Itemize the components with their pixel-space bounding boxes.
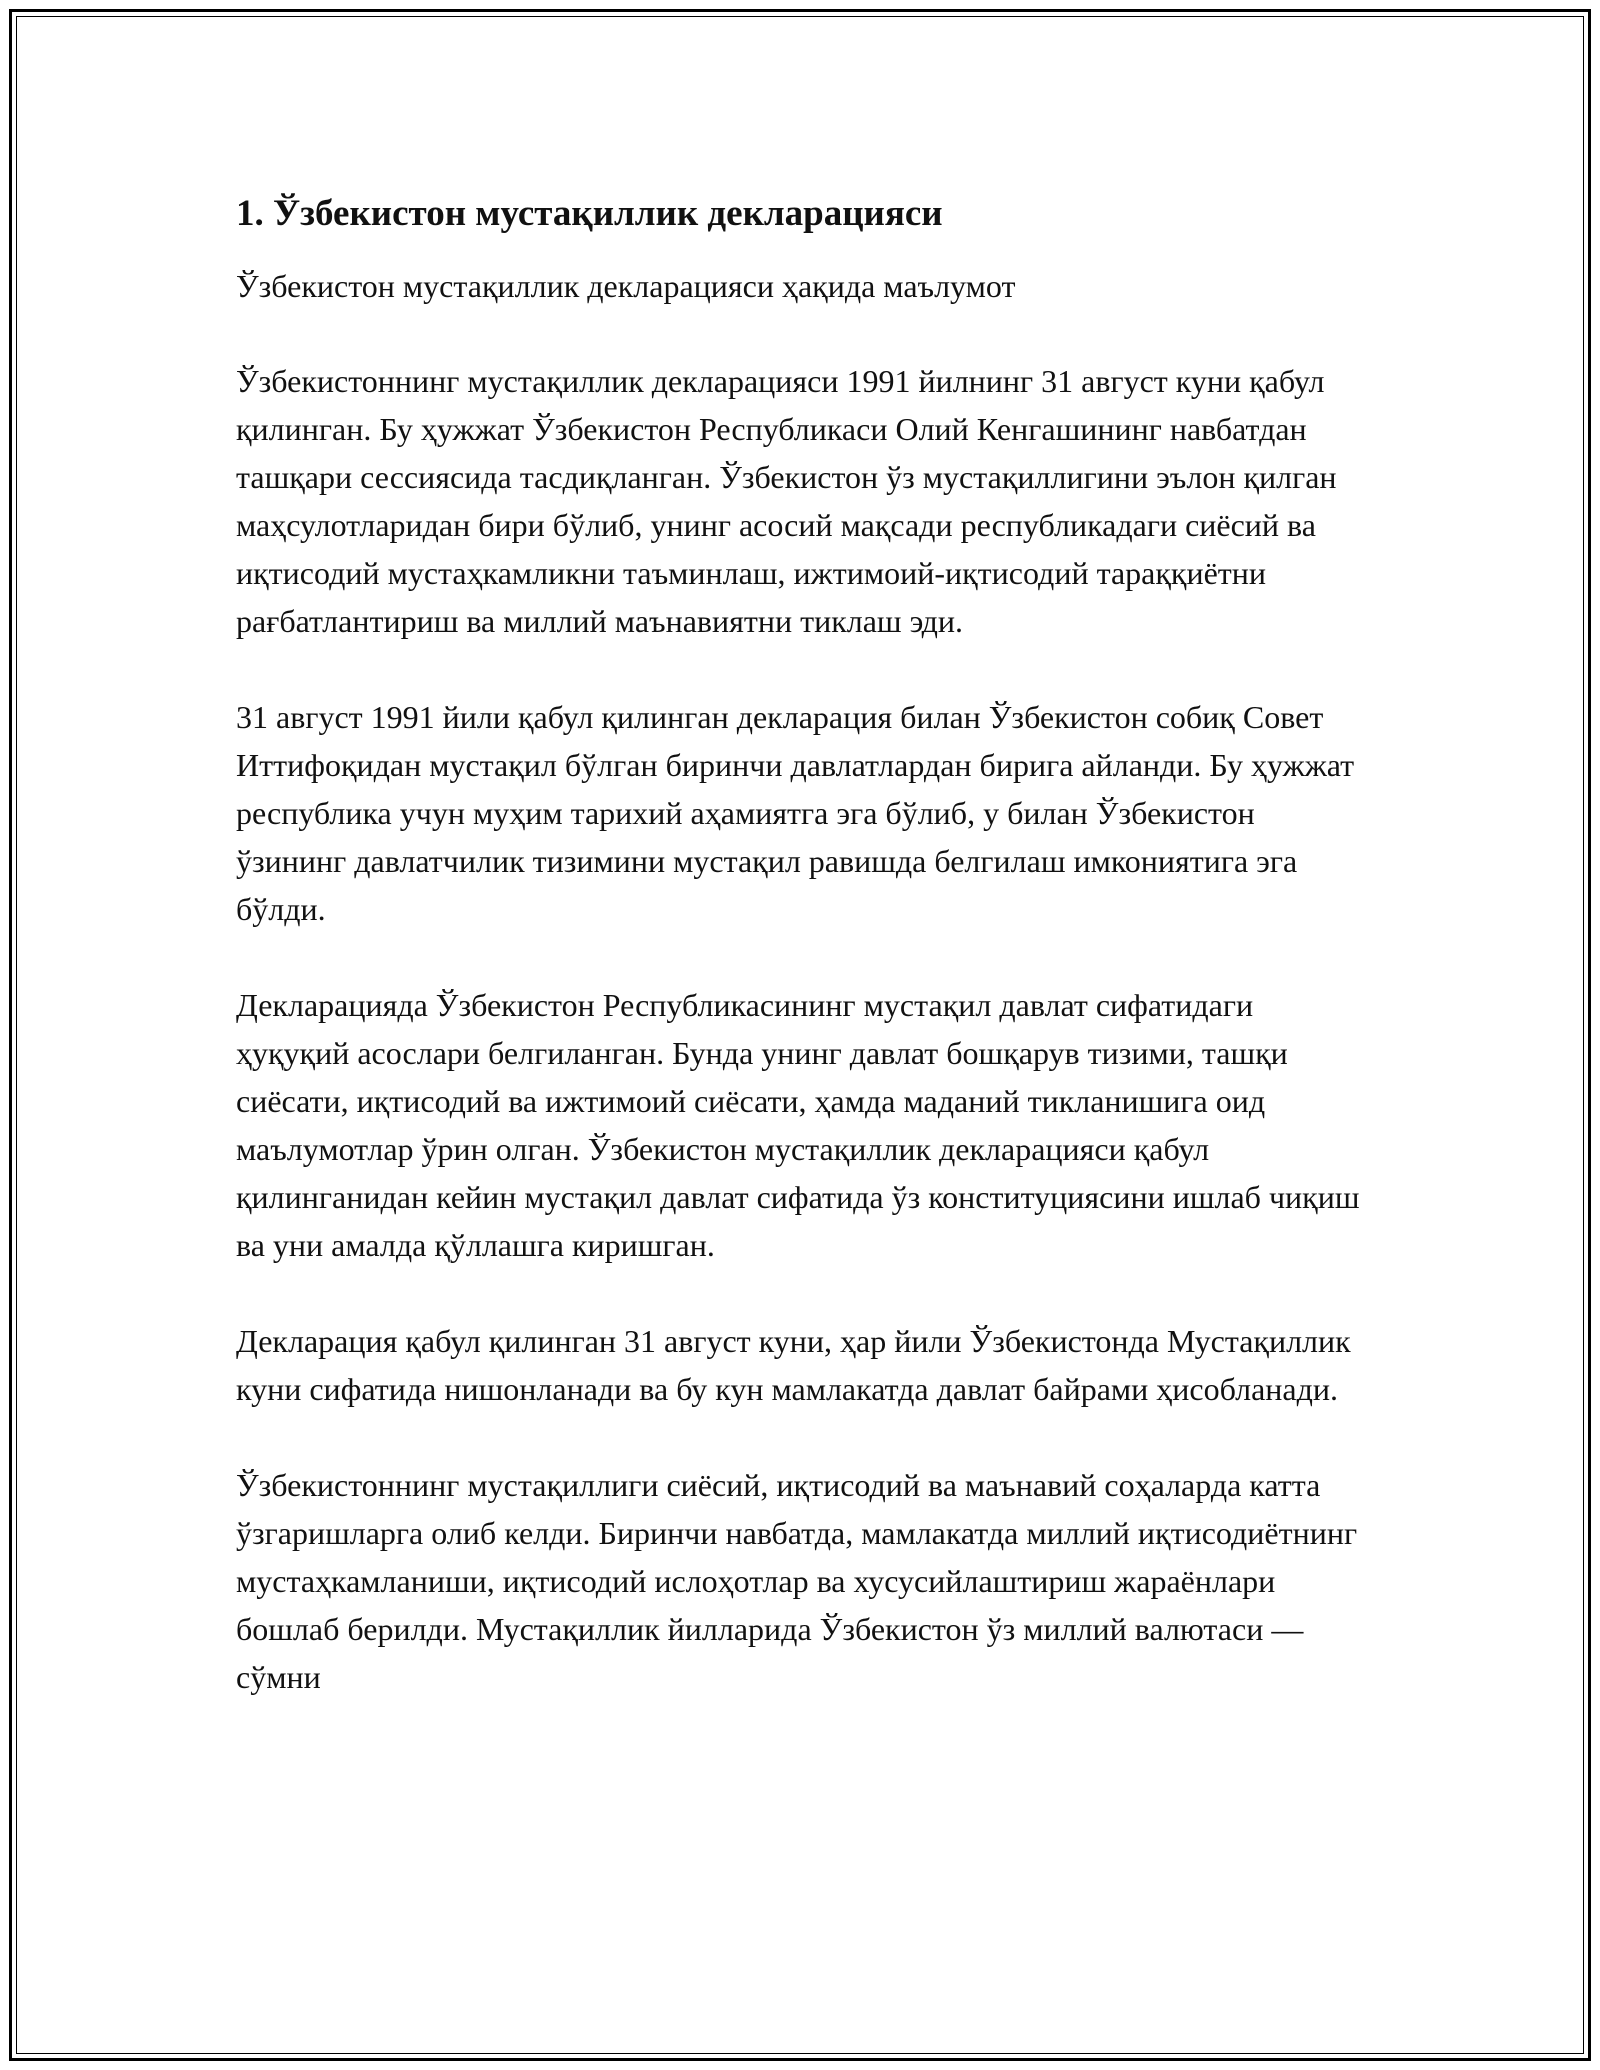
- paragraph-1: Ўзбекистоннинг мустақиллик декларацияси 1991 йилнинг 31 август куни қабул қилинган. Бу ҳужжат Ўзбекистон Республикаси Олий Кенгашининг навбатдан ташқари сессиясида тасдиқланган. Ўзбекистон ўз мустақиллигини эълон қилган маҳсулотларидан бири бўлиб, унинг асосий мақсади республикадаги сиёсий ва иқтисодий мустаҳкамликни таъминлаш, ижтимоий-иқтисодий тараққиётни рағбатлантириш ва миллий маънавиятни тиклаш эди.: [236, 363, 1337, 639]
- document-title: 1. Ўзбекистон мустақиллик декларацияси: [236, 193, 943, 234]
- document-body: [236, 188, 1366, 1701]
- document-subtitle: Ўзбекистон мустақиллик декларацияси ҳақида маълумот: [236, 268, 1016, 304]
- paragraph-3: Декларацияда Ўзбекистон Республикасининг мустақил давлат сифатидаги ҳуқуқий асослари белгиланган. Бунда унинг давлат бошқарув тизими, ташқи сиёсати, иқтисодий ва ижтимоий сиёсати, ҳамда маданий тикланишига оид маълумотлар ўрин олган. Ўзбекистон мустақиллик декларацияси қабул қилинганидан кейин мустақил давлат сифатида ўз конституциясини ишлаб чиқиш ва уни амалда қўллашга киришган.: [236, 987, 1360, 1263]
- paragraph-2: 31 август 1991 йили қабул қилинган декларация билан Ўзбекистон собиқ Совет Иттифоқидан мустақил бўлган биринчи давлатлардан бирига айланди. Бу ҳужжат республика учун муҳим тарихий аҳамиятга эга бўлиб, у билан Ўзбекистон ўзининг давлатчилик тизимини мустақил равишда белгилаш имкониятига эга бўлди.: [236, 699, 1355, 927]
- paragraph-5: Ўзбекистоннинг мустақиллиги сиёсий, иқтисодий ва маънавий соҳаларда катта ўзгаришларга олиб келди. Биринчи навбатда, мамлакатда миллий иқтисодиётнинг мустаҳкамланиши, иқтисодий ислоҳотлар ва хусусийлаштириш жараёнлари бошлаб берилди. Мустақиллик йилларида Ўзбекистон ўз миллий валютаси — сўмни: [236, 1467, 1358, 1695]
- paragraph-4: Декларация қабул қилинган 31 август куни, ҳар йили Ўзбекистонда Мустақиллик куни сифатида нишонланади ва бу кун мамлакатда давлат байрами ҳисобланади.: [236, 1323, 1351, 1407]
